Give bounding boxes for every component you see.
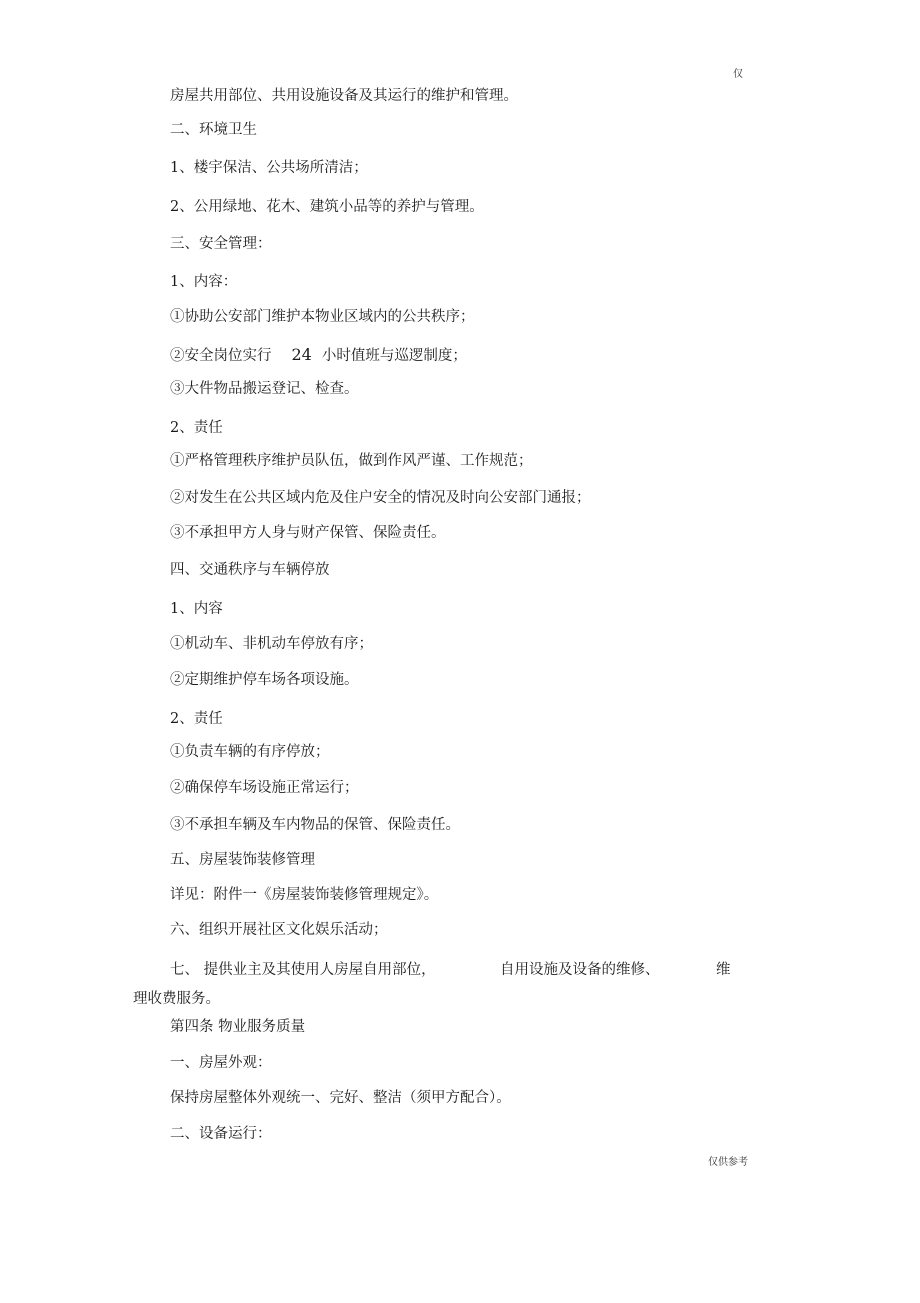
list-item: ②定期维护停车场各项设施。 xyxy=(170,672,359,688)
list-item: ①协助公安部门维护本物业区域内的公共秩序； xyxy=(170,309,475,325)
section-heading: 二、环境卫生 xyxy=(170,122,257,138)
paragraph: 自用设施及设备的维修、 xyxy=(500,962,660,978)
header-mark: 仅 xyxy=(733,69,743,80)
list-item: ③大件物品搬运登记、检查。 xyxy=(170,381,359,397)
sub-heading: 2、责任 xyxy=(170,420,223,436)
list-item: ②对发生在公共区域内危及住户安全的情况及时向公安部门通报； xyxy=(170,490,591,506)
section-heading: 六、组织开展社区文化娱乐活动； xyxy=(170,922,388,938)
paragraph: 保持房屋整体外观统一、完好、整洁（须甲方配合）。 xyxy=(170,1090,511,1106)
sub-heading: 1、内容： xyxy=(170,274,238,290)
footer-note: 仅供参考 xyxy=(708,1157,748,1168)
list-item: ①机动车、非机动车停放有序； xyxy=(170,636,373,652)
paragraph: 维 xyxy=(716,962,731,978)
section-heading: 五、房屋装饰装修管理 xyxy=(170,852,315,868)
paragraph: 理收费服务。 xyxy=(133,991,220,1007)
list-item: ①负责车辆的有序停放； xyxy=(170,744,330,760)
list-item: 1、楼宇保洁、公共场所清洁； xyxy=(170,160,368,176)
list-item-text: 小时值班与巡逻制度； xyxy=(321,348,467,364)
list-item: ③不承担甲方人身与财产保管、保险责任。 xyxy=(170,525,446,541)
article-heading: 第四条 物业服务质量 xyxy=(170,1019,306,1035)
sub-heading: 2、责任 xyxy=(170,711,223,727)
paragraph: 详见：附件一《房屋装饰装修管理规定》。 xyxy=(170,887,439,903)
list-item: ③不承担车辆及车内物品的保管、保险责任。 xyxy=(170,817,460,833)
paragraph: 房屋共用部位、共用设施设备及其运行的维护和管理。 xyxy=(170,88,518,104)
list-item: 2、公用绿地、花木、建筑小品等的养护与管理。 xyxy=(170,199,484,215)
section-heading: 四、交通秩序与车辆停放 xyxy=(170,562,330,578)
list-item: ①严格管理秩序维护员队伍，做到作风严谨、工作规范； xyxy=(170,453,533,469)
section-heading: 一、房屋外观： xyxy=(170,1055,272,1071)
list-item-text: ②安全岗位实行 xyxy=(170,348,272,364)
section-heading: 二、设备运行： xyxy=(170,1126,272,1142)
sub-heading: 1、内容 xyxy=(170,601,223,617)
hours-number: 24 xyxy=(291,345,312,364)
list-item xyxy=(170,347,467,364)
list-item: ②确保停车场设施正常运行； xyxy=(170,780,359,796)
section-heading: 七、 提供业主及其使用人房屋自用部位， xyxy=(170,962,436,978)
section-heading: 三、安全管理： xyxy=(170,236,272,252)
